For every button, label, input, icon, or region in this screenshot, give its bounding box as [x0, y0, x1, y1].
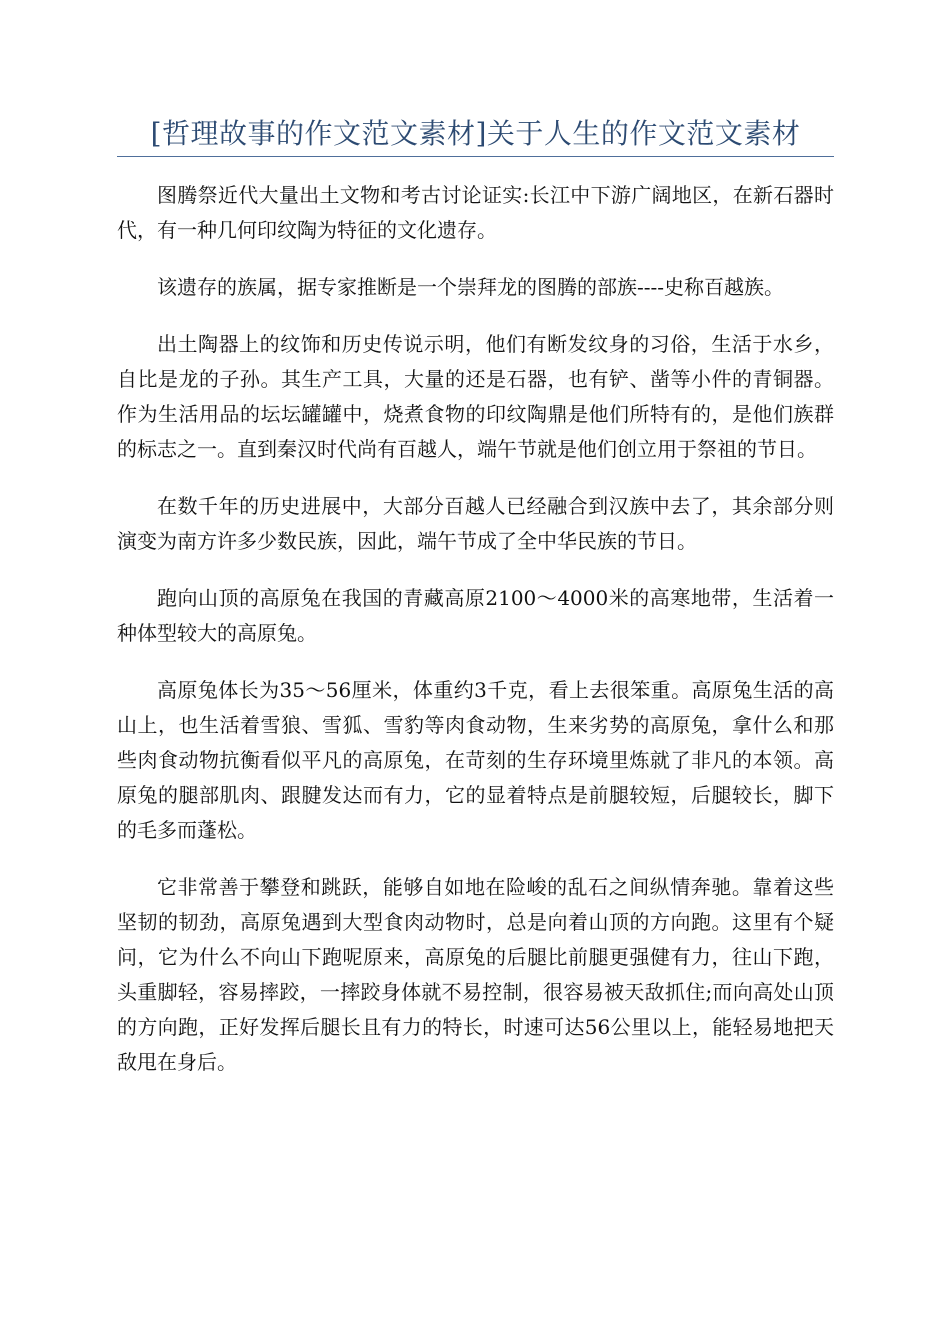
paragraph-5: 跑向山顶的高原兔在我国的青藏高原2100～4000米的高寒地带，生活着一种体型较大的高原兔。 [117, 586, 834, 645]
title-underline-divider [117, 156, 834, 157]
paragraph-4: 在数千年的历史进展中，大部分百越人已经融合到汉族中去了，其余部分则演变为南方许多少数民族，因此，端午节成了全中华民族的节日。 [117, 494, 834, 553]
paragraph-2: 该遗存的族属，据专家推断是一个崇拜龙的图腾的部族----史称百越族。 [157, 275, 785, 299]
document-title: [哲理故事的作文范文素材]关于人生的作文范文素材 [150, 117, 801, 150]
paragraph-1: 图腾祭近代大量出土文物和考古讨论证实:长江中下游广阔地区，在新石器时代，有一种几何印纹陶为特征的文化遗存。 [117, 183, 834, 242]
paragraph-3: 出土陶器上的纹饰和历史传说示明，他们有断发纹身的习俗，生活于水乡，自比是龙的子孙。其生产工具，大量的还是石器，也有铲、凿等小件的青铜器。作为生活用品的坛坛罐罐中，烧煮食物的印纹陶鼎是他们所特有的，是他们族群的标志之一。直到秦汉时代尚有百越人，端午节就是他们创立用于祭祖的节日。 [117, 332, 834, 461]
document-body [117, 178, 834, 1102]
paragraph-7: 它非常善于攀登和跳跃，能够自如地在险峻的乱石之间纵情奔驰。靠着这些坚韧的韧劲，高原兔遇到大型食肉动物时，总是向着山顶的方向跑。这里有个疑问，它为什么不向山下跑呢原来，高原兔的后腿比前腿更强健有力，往山下跑，头重脚轻，容易摔跤，一摔跤身体就不易控制，很容易被天敌抓住;而向高处山顶的方向跑，正好发挥后腿长且有力的特长，时速可达56公里以上，能轻易地把天敌甩在身后。 [117, 875, 834, 1074]
paragraph-6: 高原兔体长为35～56厘米，体重约3千克，看上去很笨重。高原兔生活的高山上，也生活着雪狼、雪狐、雪豹等肉食动物，生来劣势的高原兔，拿什么和那些肉食动物抗衡看似平凡的高原兔，在苛刻的生存环境里炼就了非凡的本领。高原兔的腿部肌肉、跟腱发达而有力，它的显着特点是前腿较短，后腿较长，脚下的毛多而蓬松。 [117, 678, 834, 842]
